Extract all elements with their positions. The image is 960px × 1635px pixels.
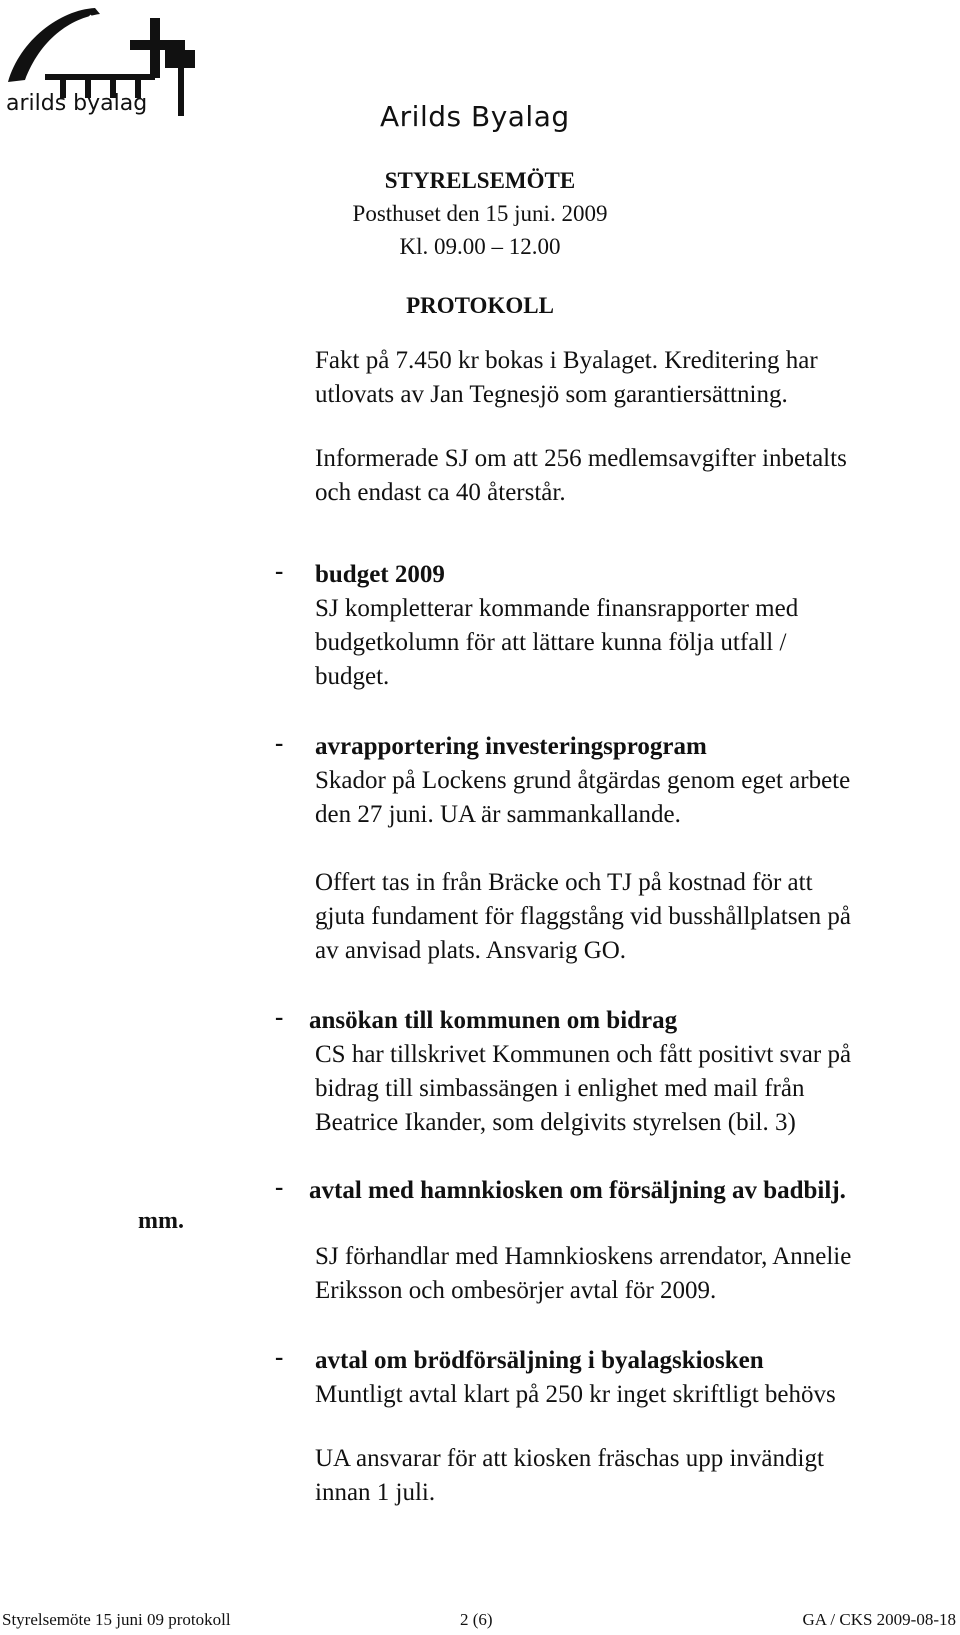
logo-text: arilds byalag (6, 91, 148, 116)
text-line: budget. (315, 663, 390, 690)
text-line: den 27 juni. UA är sammankallande. (315, 801, 681, 828)
item-budget (315, 558, 798, 694)
text-line: gjuta fundament för flaggstång vid busshållplatsen på (315, 903, 851, 930)
text-line: UA ansvarar för att kiosken fräschas upp invändigt (315, 1445, 824, 1472)
text-line: av anvisad plats. Ansvarig GO. (315, 937, 627, 964)
item-heading: avtal om brödförsäljning i byalagskiosken (315, 1347, 764, 1374)
item-heading: avrapportering investeringsprogram (315, 733, 707, 760)
paragraph-informerade (315, 442, 847, 510)
item-ansokan (309, 1004, 851, 1140)
footer-right: GA / CKS 2009-08-18 (802, 1610, 956, 1629)
text-line: Skador på Lockens grund åtgärdas genom eget arbete (315, 767, 851, 794)
text-line: budgetkolumn för att lättare kunna följa utfall / (315, 629, 787, 656)
text-line: Muntligt avtal klart på 250 kr inget skriftligt behövs (315, 1381, 836, 1408)
document-type: PROTOKOLL (406, 293, 554, 318)
text-line: Informerade SJ om att 256 medlemsavgifter inbetalts (315, 445, 847, 472)
logo (0, 0, 200, 125)
text-line: Beatrice Ikander, som delgivits styrelsen (bil. 3) (315, 1109, 796, 1136)
paragraph-kiosk (315, 1442, 824, 1510)
item-dash: - (275, 1344, 284, 1371)
item-brodforsaljning (315, 1344, 836, 1412)
meeting-place-date: Posthuset den 15 juni. 2009 (352, 201, 608, 226)
text-line: och endast ca 40 återstår. (315, 479, 566, 506)
item-heading: budget 2009 (315, 561, 445, 588)
text-line: innan 1 juli. (315, 1479, 436, 1506)
text-line: SJ kompletterar kommande finansrapporter med (315, 595, 799, 622)
text-line: Offert tas in från Bräcke och TJ på kostnad för att (315, 869, 813, 896)
footer-page-number: 2 (6) (460, 1610, 493, 1629)
meeting-type: STYRELSEMÖTE (384, 168, 576, 193)
item-dash: - (275, 1004, 284, 1031)
text-line: bidrag till simbassängen i enlighet med mail från (315, 1075, 805, 1102)
logo-graphic (0, 0, 200, 125)
paragraph-fakt (315, 344, 818, 412)
paragraph-hamnkiosken (315, 1240, 851, 1308)
text-line: Fakt på 7.450 kr bokas i Byalaget. Kreditering har (315, 347, 818, 374)
footer-left: Styrelsemöte 15 juni 09 protokoll (2, 1610, 231, 1629)
item-hamnkiosken (309, 1174, 846, 1208)
text-line: Eriksson och ombesörjer avtal för 2009. (315, 1277, 717, 1304)
paragraph-offert (315, 866, 851, 968)
text-line: SJ förhandlar med Hamnkioskens arrendator, Annelie (315, 1243, 852, 1270)
item-dash: - (275, 1174, 284, 1201)
item-avrapportering (315, 730, 850, 832)
item-dash: - (275, 558, 284, 585)
item-heading: ansökan till kommunen om bidrag (309, 1007, 678, 1034)
text-line: CS har tillskrivet Kommunen och fått positivt svar på (315, 1041, 852, 1068)
text-line: utlovats av Jan Tegnesjö som garantiersättning. (315, 381, 788, 408)
item-heading: avtal med hamnkiosken om försäljning av badbilj. (309, 1177, 846, 1204)
item-heading-continuation: mm. (138, 1208, 184, 1234)
organization-title: Arilds Byalag (380, 100, 570, 133)
item-dash: - (275, 730, 284, 757)
meeting-time: Kl. 09.00 – 12.00 (399, 234, 561, 259)
